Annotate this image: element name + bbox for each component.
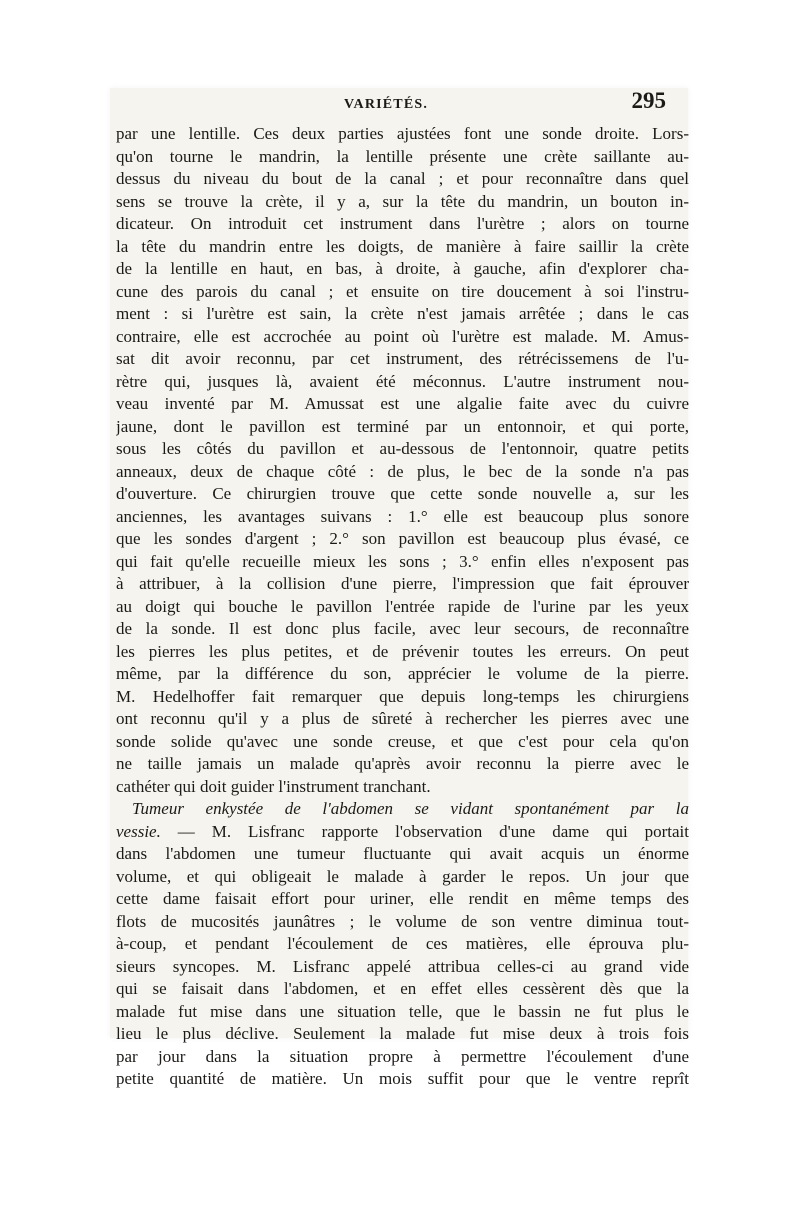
text-line: volume, et qui obligeait le malade à garder le repos. Un jour que (116, 866, 689, 886)
text-line: dans l'abdomen une tumeur fluctuante qui avait acquis un énorme (116, 844, 689, 863)
text-line: anciennes, les avantages suivans : 1.° elle est beaucoup plus sonore (116, 506, 689, 526)
text-line: jaune, dont le pavillon est terminé par un entonnoir, et qui porte, (116, 416, 689, 436)
text-line: qui fait qu'elle recueille mieux les sons ; 3.° enfin elles n'exposent pas (116, 551, 689, 571)
text-line: cathéter qui doit guider l'instrument tranchant. (116, 776, 431, 796)
text-line: dicateur. On introduit cet instrument dans l'urètre ; alors on tourne (116, 214, 689, 233)
text-line: cune des parois du canal ; et ensuite on tire doucement à soi l'instru- (116, 281, 689, 301)
text-line: veau inventé par M. Amussat est une algalie faite avec du cuivre (116, 394, 689, 413)
text-line: par une lentille. Ces deux parties ajustées font une sonde droite. Lors- (116, 124, 689, 143)
text-line: rètre qui, jusques là, avaient été méconnus. L'autre instrument nou- (116, 371, 689, 391)
text-line: à attribuer, à la collision d'une pierre, l'impression que fait éprouver (116, 574, 689, 593)
text-line: la tête du mandrin entre les doigts, de manière à faire saillir la crète (116, 236, 689, 256)
text-line: sieurs syncopes. M. Lisfranc appelé attribua celles-ci au grand vide (116, 956, 689, 976)
text-line: qui se faisait dans l'abdomen, et en effet elles cessèrent dès que la (116, 979, 689, 998)
section-title-end: vessie. (116, 821, 161, 841)
text-line: ont reconnu qu'il y a plus de sûreté à rechercher les pierres avec une (116, 709, 689, 728)
text-line: sous les côtés du pavillon et au-dessous de l'entonnoir, quatre petits (116, 439, 689, 458)
section-first-sentence: — M. Lisfranc rapporte l'observation d'une dame qui portait (160, 821, 689, 841)
section-title-continuation (116, 821, 689, 844)
text-line: flots de mucosités jaunâtres ; le volume de son ventre diminua tout- (116, 911, 689, 931)
book-page (110, 88, 689, 1088)
text-line: qu'on tourne le mandrin, la lentille présente une crète saillante au- (116, 146, 689, 166)
section-title: Tumeur enkystée de l'abdomen se vidant spontanément par la (132, 799, 689, 818)
body-text (116, 123, 689, 1091)
text-line: anneaux, deux de chaque côté : de plus, le bec de la sonde n'a pas (116, 461, 689, 481)
text-line: par jour dans la situation propre à permettre l'écoulement d'une (116, 1046, 689, 1066)
text-line: sens se trouve la crète, il y a, sur la tête du mandrin, un bouton in- (116, 191, 689, 211)
text-line: ne taille jamais un malade qu'après avoir reconnu la pierre avec le (116, 754, 689, 773)
text-line: sat dit avoir reconnu, par cet instrument, des rétrécissemens de l'u- (116, 349, 689, 368)
running-title: VARIÉTÉS. (344, 97, 429, 112)
text-line: les pierres les plus petites, et de prévenir toutes les erreurs. On peut (116, 641, 689, 661)
text-line: lieu le plus déclive. Seulement la malade fut mise deux à trois fois (116, 1024, 689, 1043)
text-line: contraire, elle est accrochée au point où l'urètre est malade. M. Amus- (116, 326, 689, 346)
text-line: dessus du niveau du bout de la canal ; et pour reconnaître dans quel (116, 169, 689, 188)
text-line: que les sondes d'argent ; 2.° son pavillon est beaucoup plus évasé, ce (116, 529, 689, 548)
text-line: M. Hedelhoffer fait remarquer que depuis long-temps les chirurgiens (116, 686, 689, 706)
text-line: petite quantité de matière. Un mois suffit pour que le ventre reprît (116, 1069, 689, 1088)
text-line: de la sonde. Il est donc plus facile, avec leur secours, de reconnaître (116, 619, 689, 638)
text-line: sonde solide qu'avec une sonde creuse, et que c'est pour cela qu'on (116, 731, 689, 751)
text-line: d'ouverture. Ce chirurgien trouve que cette sonde nouvelle a, sur les (116, 484, 689, 503)
text-line: au doigt qui bouche le pavillon l'entrée rapide de l'urine par les yeux (116, 596, 689, 616)
page-number: 295 (631, 88, 666, 113)
text-line: même, par la différence du son, apprécier le volume de la pierre. (116, 664, 689, 683)
text-line: ment : si l'urètre est sain, la crète n'est jamais arrêtée ; dans le cas (116, 304, 689, 323)
text-line: à-coup, et pendant l'écoulement de ces matières, elle éprouva plu- (116, 934, 689, 953)
text-line: de la lentille en haut, en bas, à droite, à gauche, afin d'explorer cha- (116, 259, 689, 278)
text-line: cette dame faisait effort pour uriner, elle rendit en même temps des (116, 889, 689, 908)
text-line: malade fut mise dans une situation telle, que le bassin ne fut plus le (116, 1001, 689, 1021)
